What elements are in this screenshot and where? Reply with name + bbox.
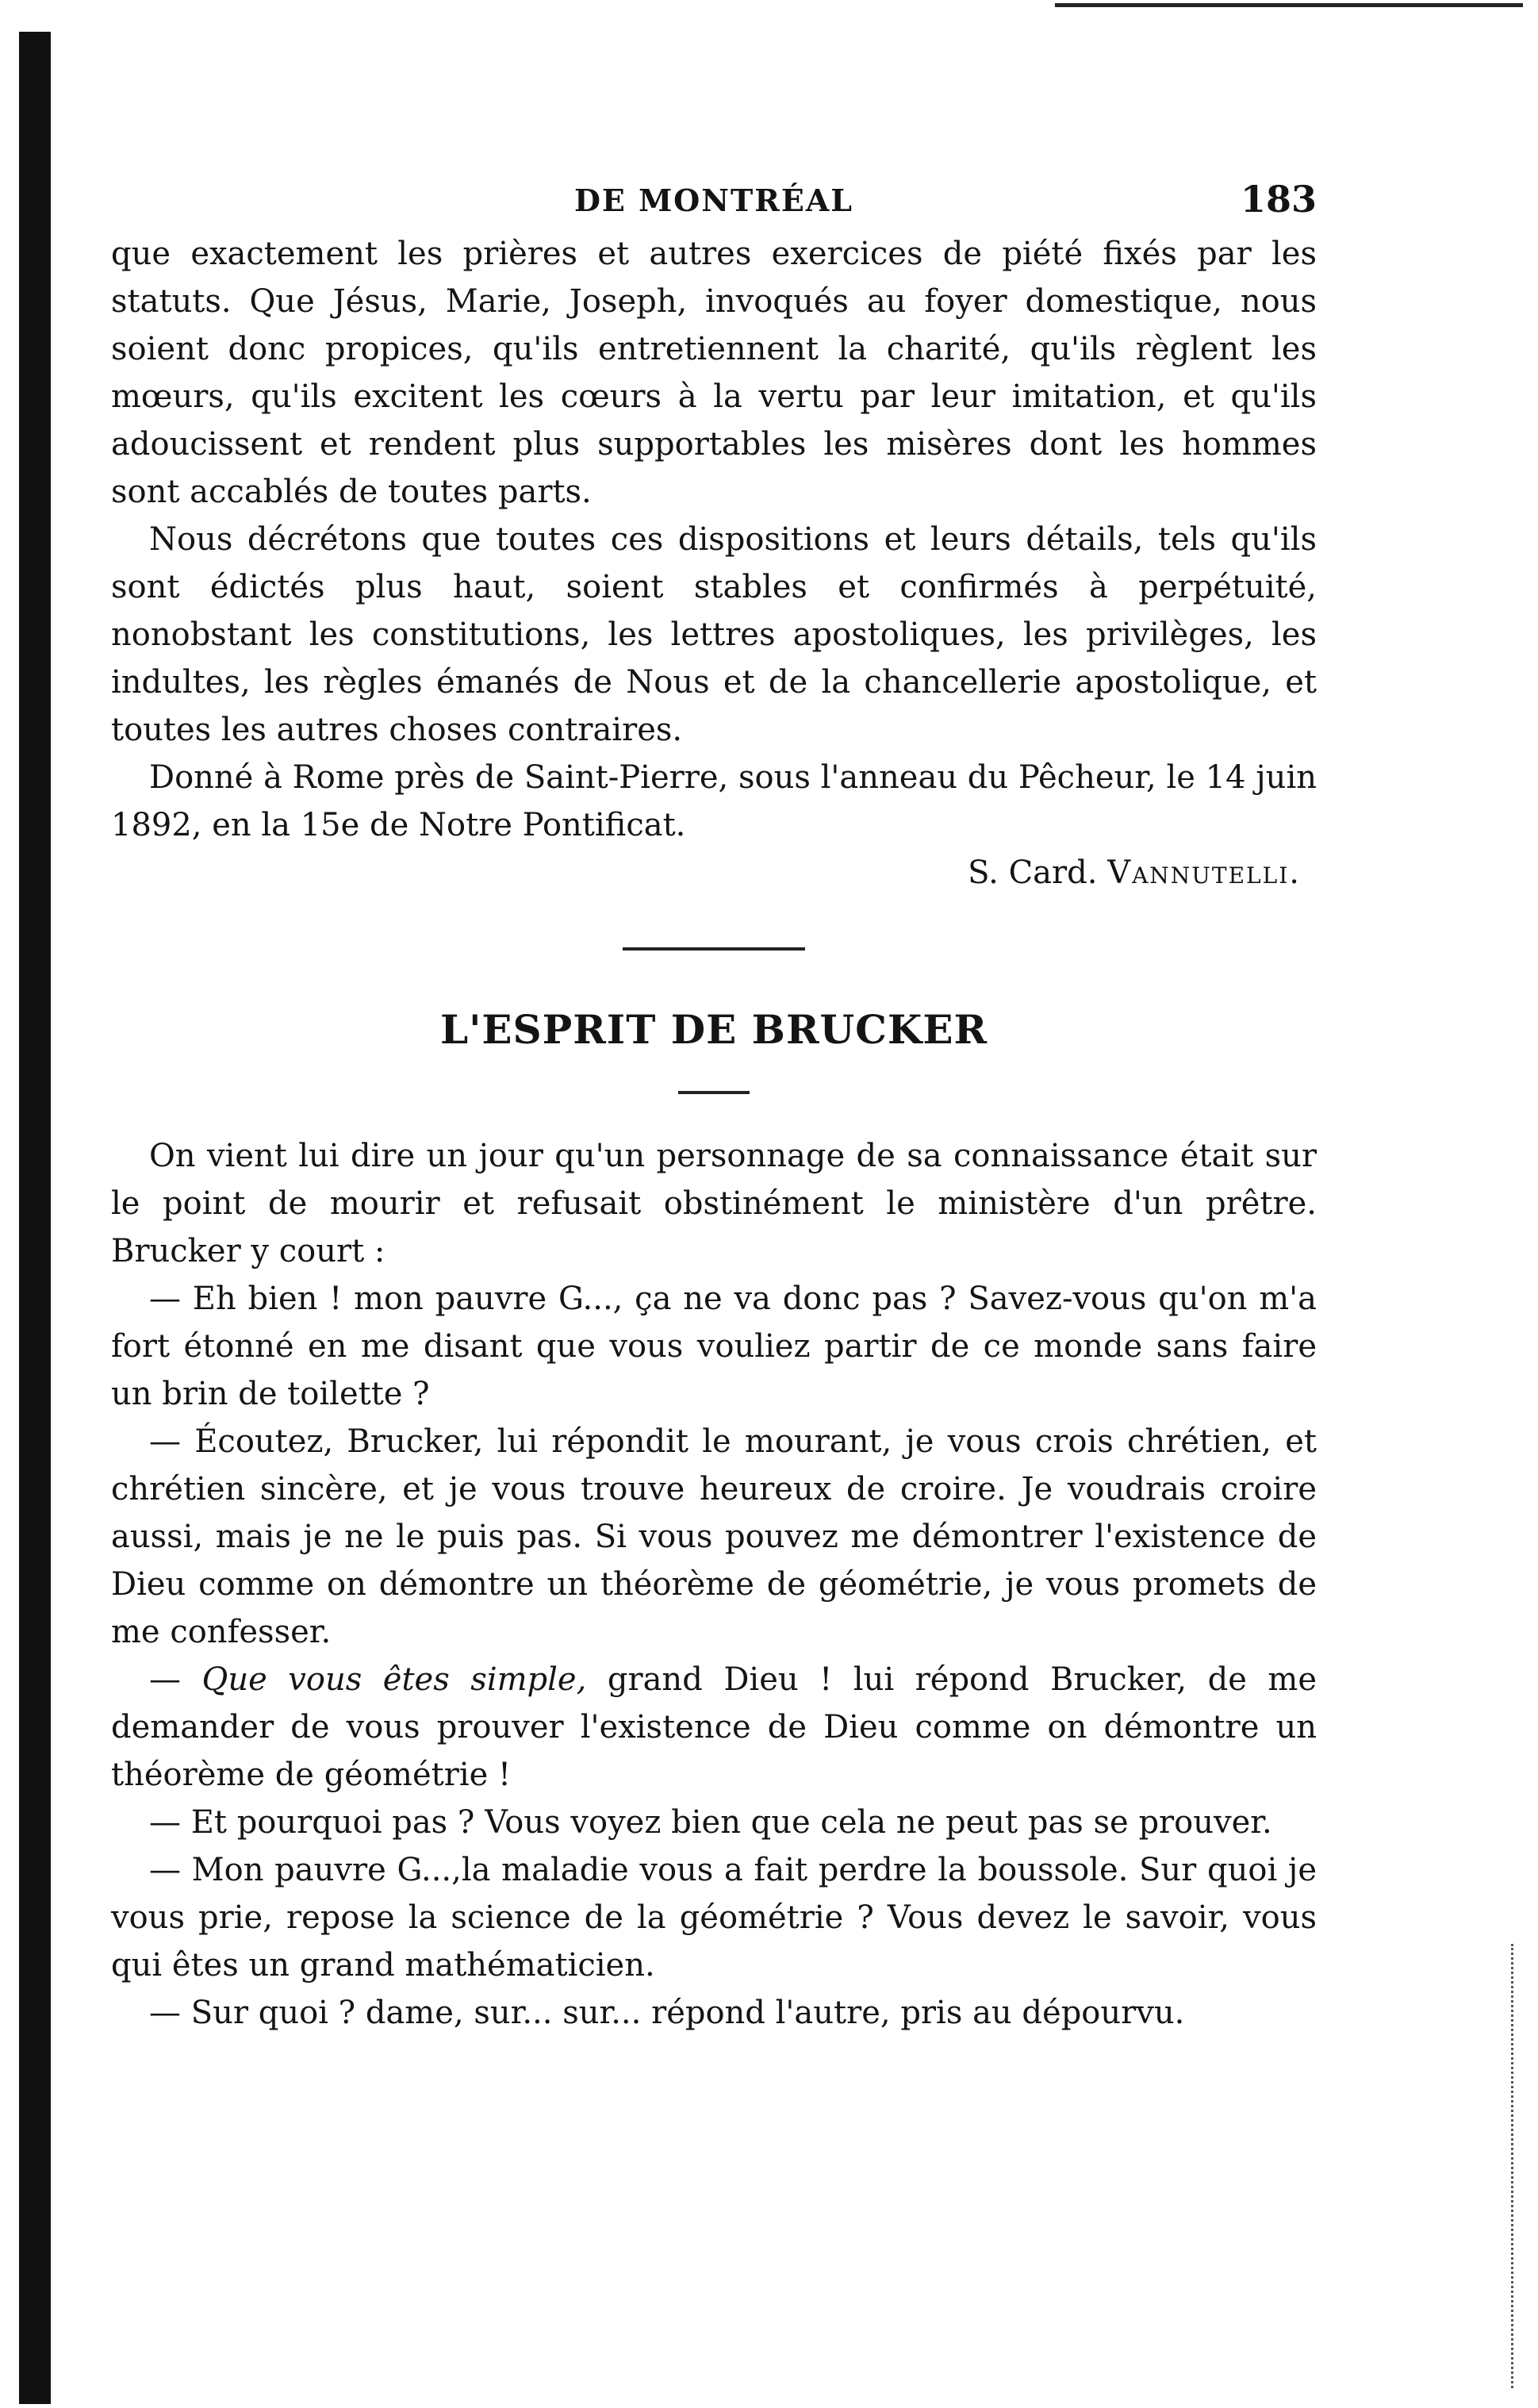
article-paragraph-1: On vient lui dire un jour qu'un personnage de sa connaissance était sur le point de mourir et refusait obstinément le ministère d'un prêtre. Brucker y court : bbox=[111, 1138, 1317, 1269]
scan-specks bbox=[1511, 1944, 1520, 2388]
article-title: L'ESPRIT DE BRUCKER bbox=[439, 1006, 988, 1053]
article-paragraph-6: — Mon pauvre G...,la maladie vous a fait perdre la boussole. Sur quoi je vous prie, repose la science de la géométrie ? Vous devez le savoir, vous qui êtes un grand mathématicien. bbox=[111, 1852, 1317, 1984]
paragraph-4-rest: grand Dieu ! lui répond Brucker, de me demander de vous prouver l'existence de Dieu comme on démontre un théorème de géométrie ! bbox=[111, 1661, 1317, 1793]
title-rule bbox=[678, 1091, 750, 1094]
article-text bbox=[111, 1132, 1317, 2037]
signature-name: Vannutelli. bbox=[1107, 855, 1301, 891]
top-edge-rule bbox=[1055, 3, 1523, 7]
article-paragraph-2: — Eh bien ! mon pauvre G..., ça ne va donc pas ? Savez-vous qu'on m'a fort étonné en me disant que vous vouliez partir de ce monde sans faire un brin de toilette ? bbox=[111, 1281, 1317, 1412]
binding-edge bbox=[19, 32, 51, 2404]
decree-text bbox=[111, 230, 1317, 849]
italic-quote: Que vous êtes simple, bbox=[201, 1661, 587, 1698]
decree-paragraph-2: Nous décrétons que toutes ces dispositions et leurs détails, tels qu'ils sont édictés plus haut, soient stables et confirmés à perpétuité, nonobstant les constitutions, les lettres apostoliques, les privilèges, les indultes, les règles émanés de Nous et de la chancellerie apostolique, et toutes les autres choses contraires. bbox=[111, 521, 1317, 748]
page-number: 183 bbox=[1240, 178, 1317, 221]
page bbox=[111, 175, 1317, 2037]
article-paragraph-7: — Sur quoi ? dame, sur... sur... répond l'autre, pris au dépourvu. bbox=[149, 1995, 1185, 2031]
running-head-title: DE MONTRÉAL bbox=[573, 182, 854, 218]
article-paragraph-5: — Et pourquoi pas ? Vous voyez bien que cela ne peut pas se prouver. bbox=[149, 1804, 1272, 1841]
article-paragraph-4 bbox=[111, 1656, 1317, 1799]
dialog-dash: — bbox=[149, 1661, 202, 1698]
running-head bbox=[111, 175, 1317, 230]
article-paragraph-3: — Écoutez, Brucker, lui répondit le mourant, je vous crois chrétien, et chrétien sincère, et je vous trouve heureux de croire. Je voudrais croire aussi, mais je ne le puis pas. Si vous pouvez me démontrer l'existence de Dieu comme on démontre un théorème de géométrie, je vous promets de me confesser. bbox=[111, 1423, 1317, 1650]
signature bbox=[111, 849, 1317, 897]
section-divider bbox=[623, 947, 805, 951]
decree-paragraph-3: Donné à Rome près de Saint-Pierre, sous l'anneau du Pêcheur, le 14 juin 1892, en la 15e de Notre Pontificat. bbox=[111, 759, 1317, 843]
signature-prefix: S. Card. bbox=[968, 855, 1098, 891]
decree-paragraph-1: que exactement les prières et autres exercices de piété fixés par les statuts. Que Jésus, Marie, Joseph, invoqués au foyer domestique, nous soient donc propices, qu'ils entretiennent la charité, qu'ils règlent les mœurs, qu'ils excitent les cœurs à la vertu par leur imitation, et qu'ils adoucissent et rendent plus supportables les misères dont les hommes sont accablés de toutes parts. bbox=[111, 236, 1317, 510]
